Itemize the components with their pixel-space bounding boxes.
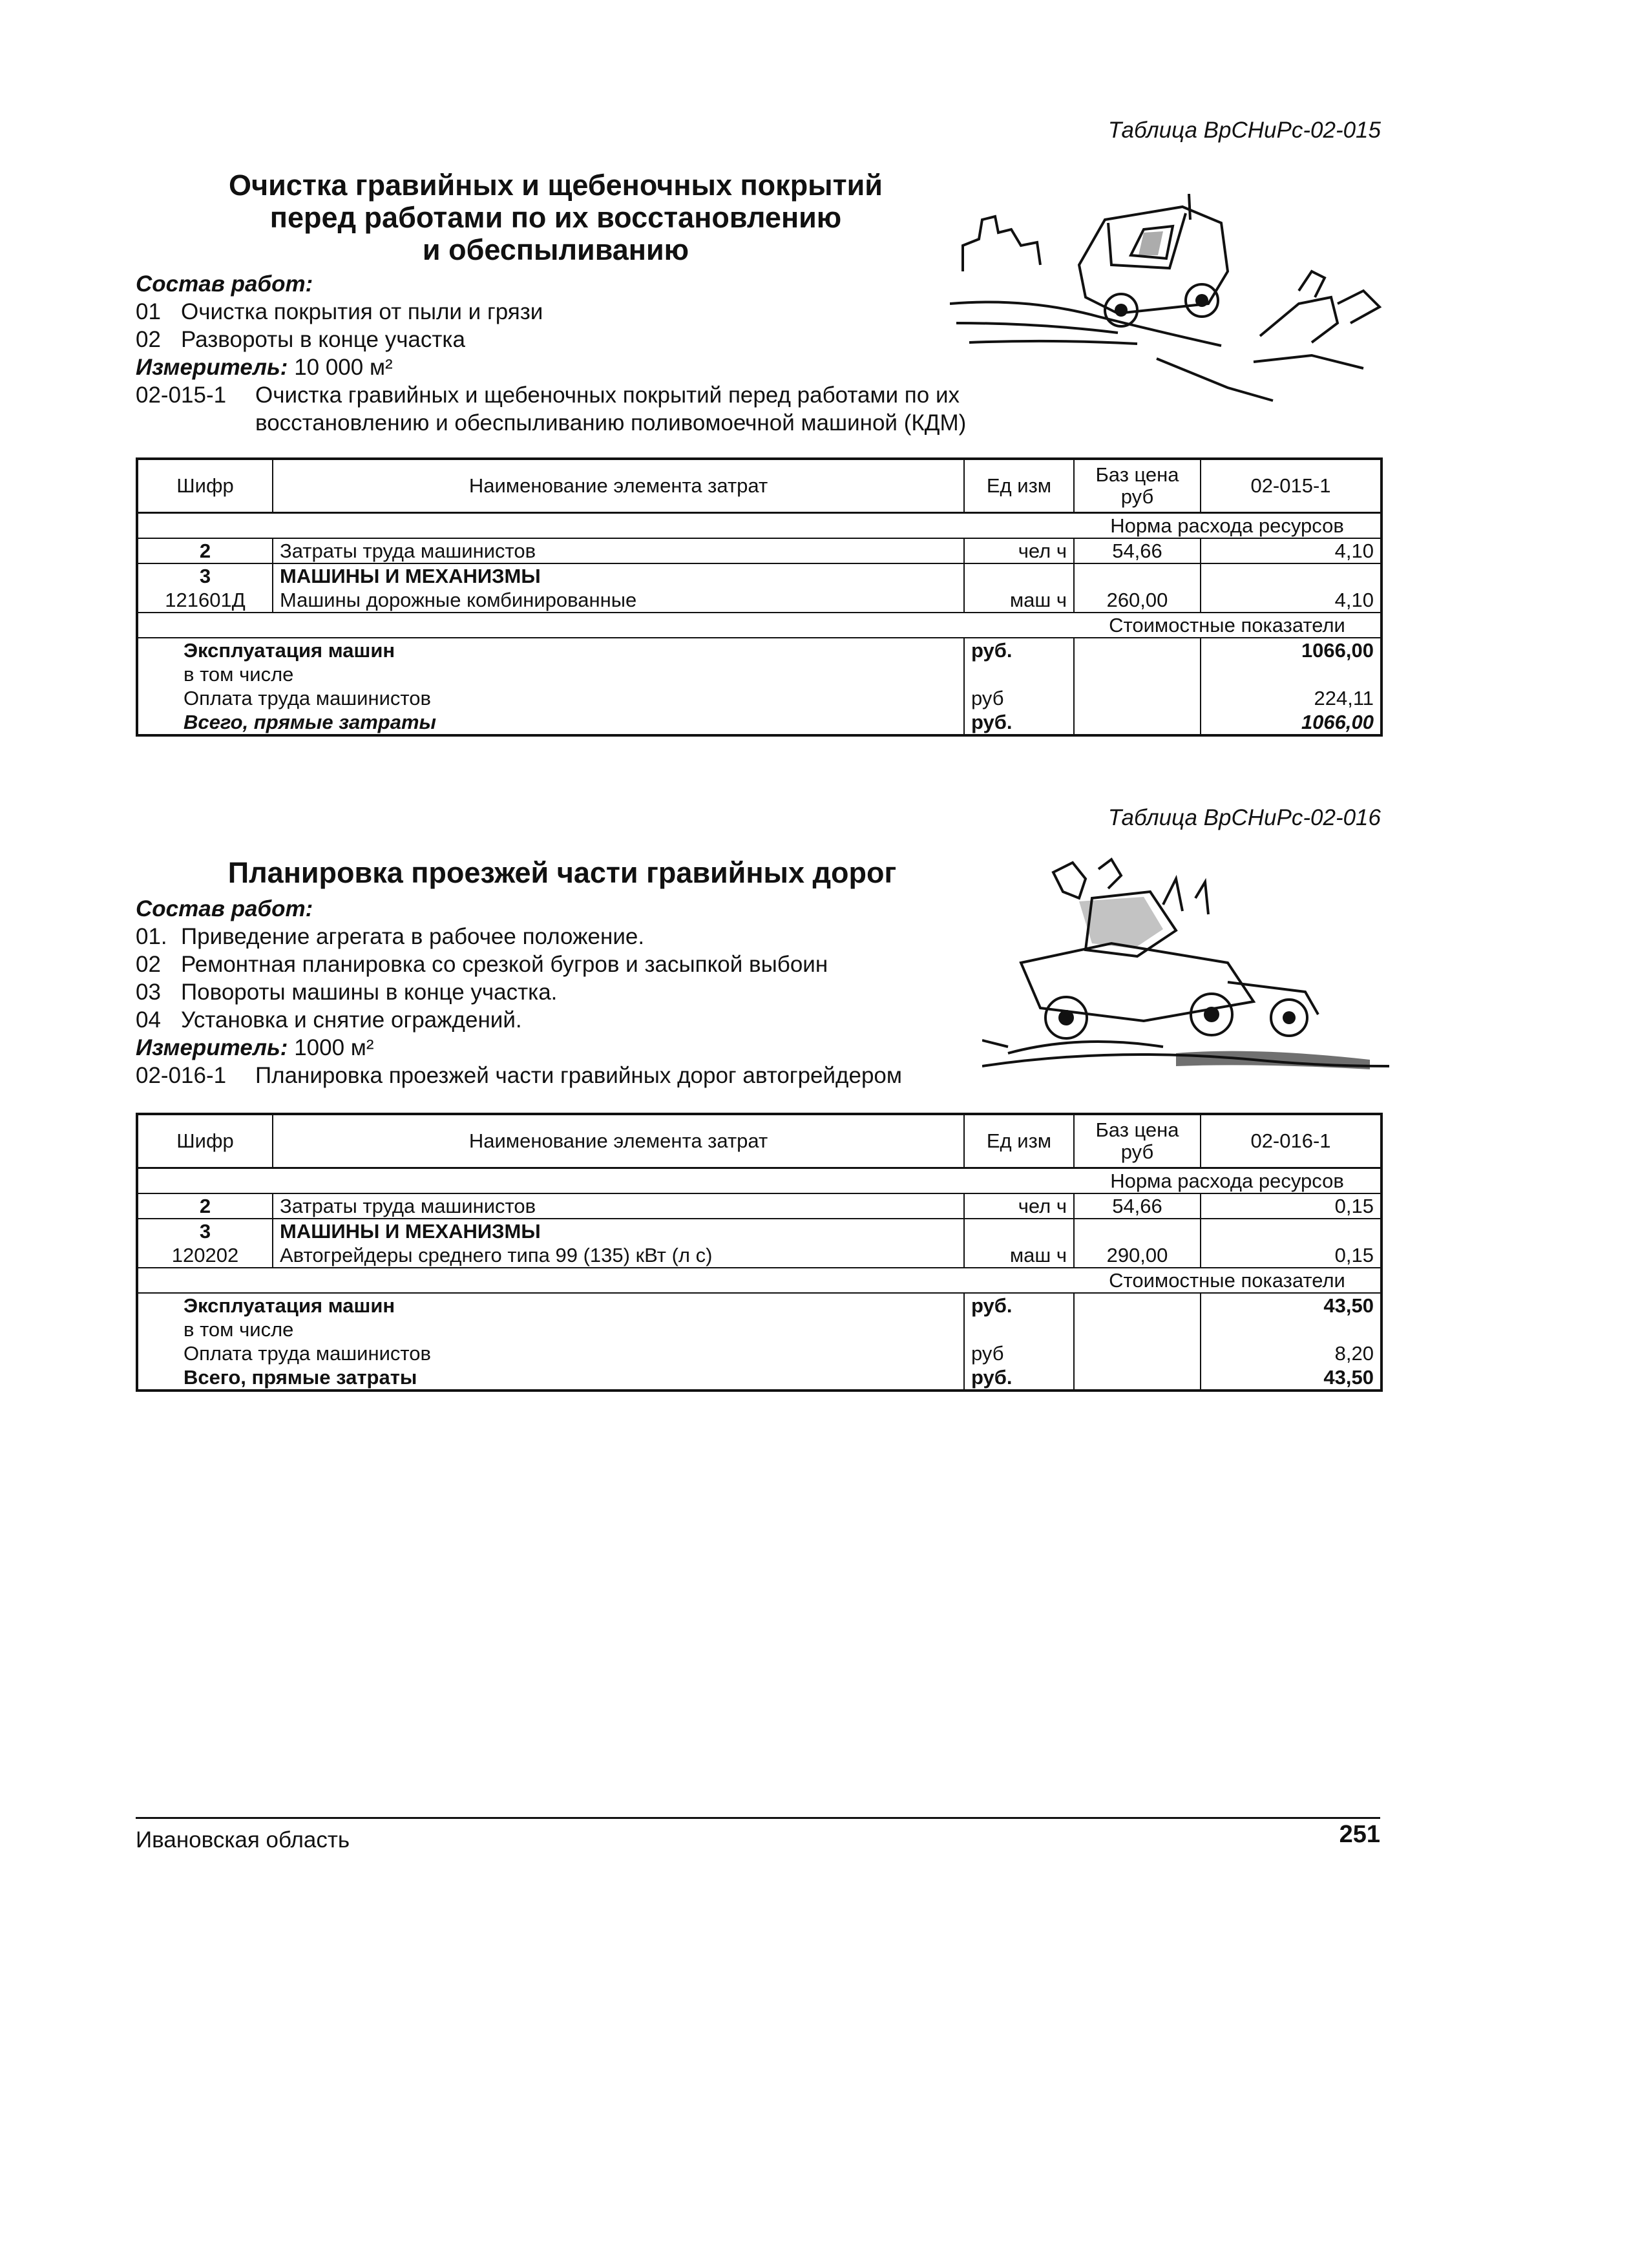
header-name: Наименование элемента затрат [273, 1114, 964, 1168]
table-row: Эксплуатация машин руб. 43,50 [137, 1293, 1381, 1318]
table-row: 3 МАШИНЫ И МЕХАНИЗМЫ [137, 1219, 1381, 1243]
table-row: в том числе [137, 662, 1381, 686]
meter-line: Измеритель: 1000 м² [136, 1035, 374, 1060]
list-item: 01. Приведение агрегата в рабочее положение. [136, 924, 645, 949]
section-title-016: Планировка проезжей части гравийных дорог [227, 856, 897, 889]
header-code: Шифр [137, 459, 273, 513]
work-label: Состав работ: [136, 271, 313, 297]
work-composition-015 [136, 270, 966, 437]
header-norm-code: 02-016-1 [1201, 1114, 1381, 1168]
table-row: 2 Затраты труда машинистов чел ч 54,66 4,10 [137, 538, 1381, 563]
table-row: Всего, прямые затраты руб. 43,50 [137, 1365, 1381, 1391]
table-row: Всего, прямые затраты руб. 1066,00 [137, 710, 1381, 735]
header-price: Баз цена руб [1074, 459, 1201, 513]
list-item: 01 Очистка покрытия от пыли и грязи [136, 299, 543, 324]
item-line: 02-016-1 Планировка проезжей части гравийных дорог автогрейдером [136, 1063, 902, 1088]
work-label: Состав работ: [136, 896, 313, 921]
title-line: перед работами по их восстановлению [269, 201, 842, 234]
table-row: Оплата труда машинистов руб 224,11 [137, 686, 1381, 710]
table-row: 120202 Автогрейдеры среднего типа 99 (135) кВт (л с) маш ч 290,00 0,15 [137, 1243, 1381, 1268]
table-row: 121601Д Машины дорожные комбинированные маш ч 260,00 4,10 [137, 588, 1381, 613]
table-row: в том числе [137, 1318, 1381, 1341]
norm-subheader: Норма расхода ресурсов [1074, 513, 1381, 539]
cost-subheader: Стоимостные показатели [1074, 613, 1381, 638]
list-item: 03 Повороты машины в конце участка. [136, 980, 558, 1005]
list-item: 04 Установка и снятие ограждений. [136, 1007, 522, 1033]
table-caption-016: Таблица ВрСНиРс-02-016 [1108, 805, 1381, 830]
title-line: Очистка гравийных и щебеночных покрытий [229, 169, 883, 202]
resource-table-016 [136, 1113, 1383, 1392]
motor-grader-illustration [982, 853, 1389, 1092]
header-norm-code: 02-015-1 [1201, 459, 1381, 513]
resource-table-015 [136, 457, 1383, 737]
table-row: 3 МАШИНЫ И МЕХАНИЗМЫ [137, 563, 1381, 588]
section-title-015 [168, 169, 943, 266]
item-line-cont: восстановлению и обеспыливанию поливомоечной машиной (КДМ) [255, 410, 967, 436]
norm-subheader: Норма расхода ресурсов [1074, 1168, 1381, 1194]
header-code: Шифр [137, 1114, 273, 1168]
footer-region: Ивановская область [136, 1827, 350, 1853]
list-item: 02 Ремонтная планировка со срезкой бугров и засыпкой выбоин [136, 952, 828, 977]
table-row: 2 Затраты труда машинистов чел ч 54,66 0,15 [137, 1193, 1381, 1219]
page-number: 251 [1339, 1821, 1380, 1848]
list-item: 02 Развороты в конце участка [136, 327, 465, 352]
header-price: Баз цена руб [1074, 1114, 1201, 1168]
cost-subheader: Стоимостные показатели [1074, 1268, 1381, 1293]
header-unit: Ед изм [964, 459, 1074, 513]
header-unit: Ед изм [964, 1114, 1074, 1168]
footer-divider [136, 1817, 1380, 1819]
title-line: и обеспыливанию [422, 233, 689, 266]
meter-line: Измеритель: 10 000 м² [136, 355, 393, 380]
table-row: Оплата труда машинистов руб 8,20 [137, 1341, 1381, 1365]
table-row: Эксплуатация машин руб. 1066,00 [137, 638, 1381, 662]
header-name: Наименование элемента затрат [273, 459, 964, 513]
item-line: 02-015-1 Очистка гравийных и щебеночных покрытий перед работами по их [136, 383, 960, 408]
table-caption-015: Таблица ВрСНиРс-02-015 [1108, 118, 1381, 143]
sweeper-truck-illustration [950, 194, 1389, 414]
work-composition-016 [136, 895, 902, 1089]
